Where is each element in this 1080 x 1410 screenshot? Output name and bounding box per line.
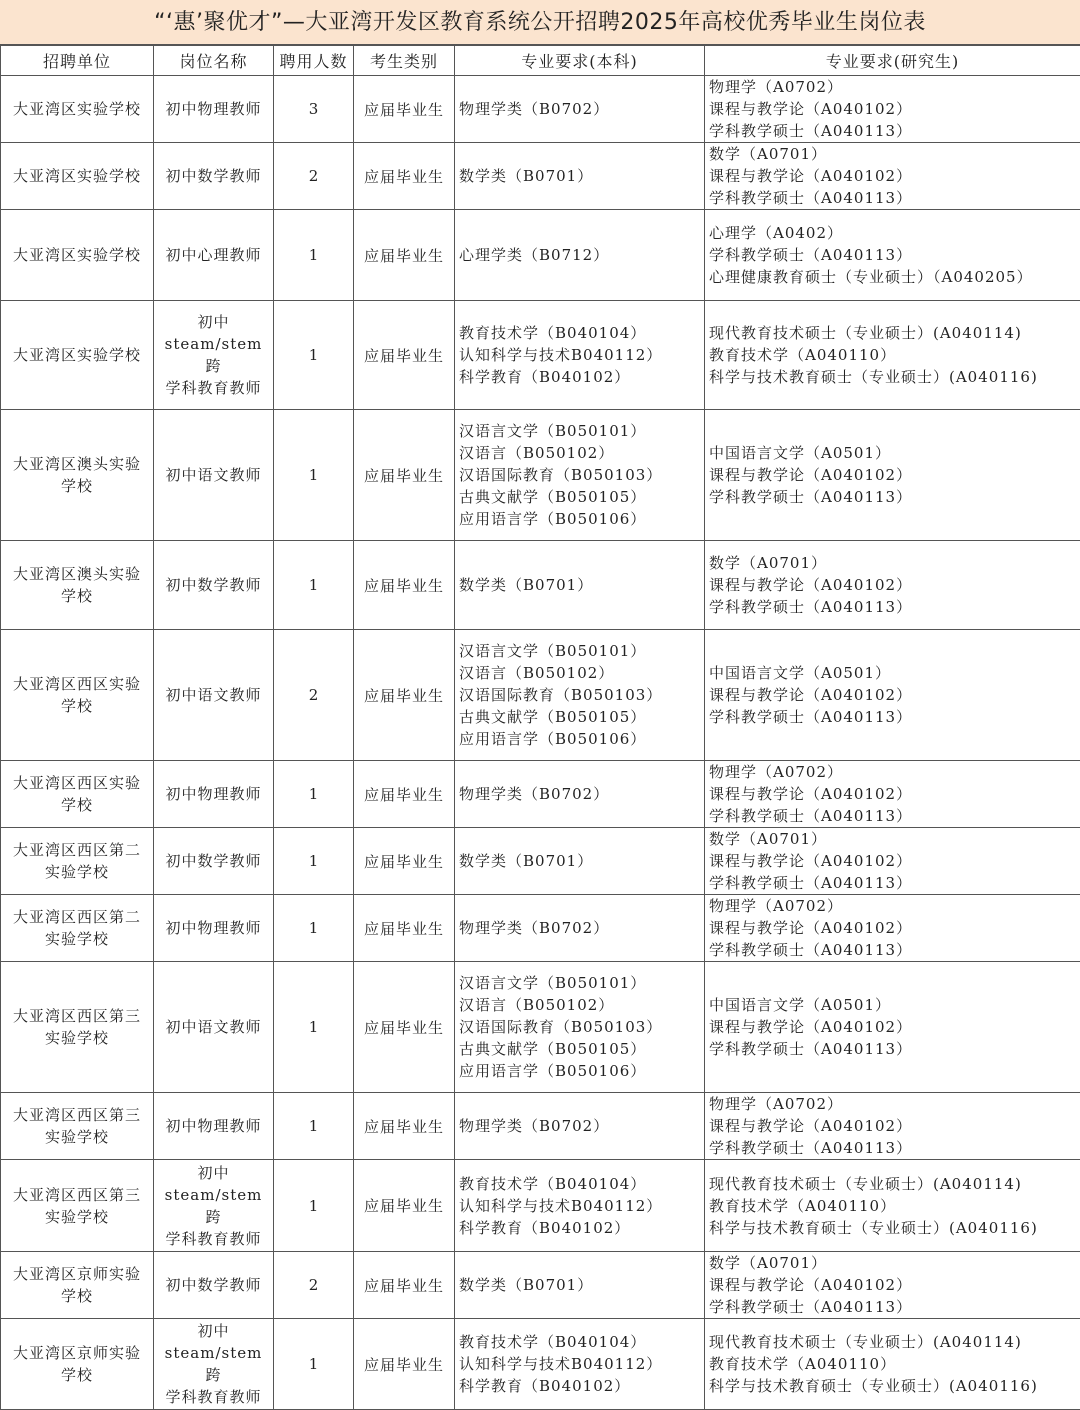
cell-position (154, 828, 274, 895)
cell-bachelor-major-line: 汉语言（B050102） (459, 442, 700, 464)
cell-count: 3 (274, 76, 354, 143)
cell-unit-line: 大亚湾区澳头实验 (5, 563, 149, 585)
cell-bachelor-major (455, 301, 705, 410)
cell-graduate-major (705, 1093, 1080, 1160)
cell-position (154, 301, 274, 410)
cell-count: 1 (274, 210, 354, 301)
cell-category: 应届毕业生 (354, 828, 455, 895)
cell-graduate-major-line: 学科教学硕士（A040113） (709, 1038, 1076, 1060)
cell-graduate-major-line: 学科教学硕士（A040113） (709, 805, 1076, 827)
table-row (1, 76, 1080, 143)
header-category: 考生类别 (354, 46, 455, 76)
table-row (1, 1093, 1080, 1160)
cell-graduate-major-line: 数学（A0701） (709, 828, 1076, 850)
cell-position-line: steam/stem跨 (158, 1184, 269, 1228)
cell-graduate-major-line: 学科教学硕士（A040113） (709, 872, 1076, 894)
cell-bachelor-major-line: 汉语言（B050102） (459, 662, 700, 684)
cell-graduate-major (705, 962, 1080, 1093)
cell-unit (1, 410, 154, 541)
cell-graduate-major-line: 中国语言文学（A0501） (709, 442, 1076, 464)
cell-position-line: 学科教育教师 (158, 1228, 269, 1250)
cell-bachelor-major-line: 应用语言学（B050106） (459, 728, 700, 750)
cell-category: 应届毕业生 (354, 301, 455, 410)
cell-graduate-major-line: 课程与教学论（A040102） (709, 917, 1076, 939)
cell-count: 1 (274, 541, 354, 630)
cell-graduate-major-line: 现代教育技术硕士（专业硕士）(A040114) (709, 1331, 1076, 1353)
table-row (1, 828, 1080, 895)
cell-bachelor-major (455, 1160, 705, 1252)
cell-graduate-major-line: 心理学（A0402） (709, 222, 1076, 244)
cell-bachelor-major (455, 76, 705, 143)
cell-graduate-major-line: 物理学（A0702） (709, 76, 1076, 98)
cell-bachelor-major (455, 761, 705, 828)
cell-bachelor-major-line: 汉语言文学（B050101） (459, 972, 700, 994)
cell-category: 应届毕业生 (354, 630, 455, 761)
cell-unit-line: 大亚湾区京师实验 (5, 1342, 149, 1364)
cell-unit-line: 大亚湾区实验学校 (5, 344, 149, 366)
cell-position-line: 初中 (158, 311, 269, 333)
table-row (1, 541, 1080, 630)
cell-graduate-major (705, 76, 1080, 143)
cell-unit (1, 76, 154, 143)
cell-graduate-major (705, 541, 1080, 630)
cell-position (154, 76, 274, 143)
cell-position-line: 初中物理教师 (158, 917, 269, 939)
cell-bachelor-major (455, 828, 705, 895)
cell-category: 应届毕业生 (354, 761, 455, 828)
cell-graduate-major-line: 现代教育技术硕士（专业硕士）(A040114) (709, 1173, 1076, 1195)
cell-bachelor-major-line: 科学教育（B040102） (459, 1217, 700, 1239)
cell-unit (1, 630, 154, 761)
cell-bachelor-major-line: 汉语国际教育（B050103） (459, 464, 700, 486)
cell-position (154, 1252, 274, 1319)
cell-unit-line: 大亚湾区澳头实验 (5, 453, 149, 475)
cell-bachelor-major (455, 895, 705, 962)
cell-bachelor-major (455, 630, 705, 761)
cell-bachelor-major-line: 汉语国际教育（B050103） (459, 1016, 700, 1038)
cell-bachelor-major (455, 210, 705, 301)
cell-graduate-major-line: 学科教学硕士（A040113） (709, 120, 1076, 142)
cell-graduate-major-line: 物理学（A0702） (709, 761, 1076, 783)
table-row (1, 1160, 1080, 1252)
cell-graduate-major-line: 课程与教学论（A040102） (709, 850, 1076, 872)
cell-category: 应届毕业生 (354, 1093, 455, 1160)
cell-bachelor-major-line: 古典文献学（B050105） (459, 706, 700, 728)
cell-unit (1, 541, 154, 630)
cell-graduate-major-line: 学科教学硕士（A040113） (709, 1296, 1076, 1318)
cell-unit (1, 143, 154, 210)
cell-bachelor-major-line: 物理学类（B0702） (459, 783, 700, 805)
cell-bachelor-major (455, 962, 705, 1093)
cell-graduate-major-line: 数学（A0701） (709, 552, 1076, 574)
cell-position-line: 初中数学教师 (158, 850, 269, 872)
cell-category: 应届毕业生 (354, 143, 455, 210)
cell-unit-line: 大亚湾区西区第二 (5, 906, 149, 928)
cell-bachelor-major (455, 143, 705, 210)
cell-graduate-major (705, 828, 1080, 895)
cell-graduate-major-line: 现代教育技术硕士（专业硕士）(A040114) (709, 322, 1076, 344)
cell-bachelor-major-line: 应用语言学（B050106） (459, 508, 700, 530)
cell-unit-line: 学校 (5, 475, 149, 497)
cell-graduate-major (705, 761, 1080, 828)
cell-graduate-major-line: 数学（A0701） (709, 1252, 1076, 1274)
cell-position-line: steam/stem跨 (158, 333, 269, 377)
cell-bachelor-major-line: 物理学类（B0702） (459, 917, 700, 939)
cell-count: 1 (274, 1093, 354, 1160)
cell-graduate-major-line: 心理健康教育硕士（专业硕士）（A040205） (709, 266, 1076, 288)
cell-count: 1 (274, 410, 354, 541)
table-title: “‘惠’聚优才”—大亚湾开发区教育系统公开招聘2025年高校优秀毕业生岗位表 (0, 0, 1080, 45)
cell-bachelor-major-line: 汉语言文学（B050101） (459, 640, 700, 662)
cell-unit (1, 828, 154, 895)
cell-unit-line: 学校 (5, 1285, 149, 1307)
cell-unit-line: 学校 (5, 585, 149, 607)
cell-bachelor-major-line: 教育技术学（B040104） (459, 322, 700, 344)
cell-bachelor-major-line: 汉语言文学（B050101） (459, 420, 700, 442)
cell-bachelor-major-line: 数学类（B0701） (459, 1274, 700, 1296)
cell-position-line: 初中物理教师 (158, 783, 269, 805)
cell-category: 应届毕业生 (354, 962, 455, 1093)
cell-bachelor-major-line: 汉语言（B050102） (459, 994, 700, 1016)
cell-unit-line: 实验学校 (5, 1206, 149, 1228)
table-row (1, 630, 1080, 761)
cell-position-line: 初中 (158, 1162, 269, 1184)
cell-category: 应届毕业生 (354, 541, 455, 630)
cell-bachelor-major-line: 认知科学与技术B040112） (459, 1195, 700, 1217)
cell-graduate-major (705, 410, 1080, 541)
cell-bachelor-major (455, 541, 705, 630)
cell-unit-line: 大亚湾区西区第三 (5, 1184, 149, 1206)
cell-unit (1, 1160, 154, 1252)
cell-bachelor-major-line: 认知科学与技术B040112） (459, 344, 700, 366)
cell-count: 1 (274, 1160, 354, 1252)
cell-bachelor-major-line: 应用语言学（B050106） (459, 1060, 700, 1082)
cell-graduate-major-line: 学科教学硕士（A040113） (709, 939, 1076, 961)
cell-position-line: 初中数学教师 (158, 165, 269, 187)
cell-graduate-major-line: 课程与教学论（A040102） (709, 1274, 1076, 1296)
cell-graduate-major (705, 301, 1080, 410)
cell-count: 2 (274, 1252, 354, 1319)
cell-graduate-major-line: 物理学（A0702） (709, 895, 1076, 917)
cell-bachelor-major (455, 410, 705, 541)
cell-graduate-major-line: 教育技术学（A040110） (709, 1353, 1076, 1375)
cell-position-line: steam/stem跨 (158, 1342, 269, 1386)
cell-unit-line: 实验学校 (5, 928, 149, 950)
cell-unit-line: 学校 (5, 1364, 149, 1386)
header-bachelor-major: 专业要求(本科) (455, 46, 705, 76)
cell-position (154, 761, 274, 828)
cell-position-line: 初中物理教师 (158, 1115, 269, 1137)
cell-graduate-major (705, 630, 1080, 761)
cell-unit (1, 1319, 154, 1410)
cell-position-line: 初中数学教师 (158, 574, 269, 596)
cell-bachelor-major-line: 物理学类（B0702） (459, 1115, 700, 1137)
cell-graduate-major-line: 教育技术学（A040110） (709, 344, 1076, 366)
table-row (1, 761, 1080, 828)
cell-graduate-major-line: 课程与教学论（A040102） (709, 684, 1076, 706)
cell-bachelor-major-line: 科学教育（B040102） (459, 366, 700, 388)
cell-count: 1 (274, 895, 354, 962)
cell-count: 2 (274, 143, 354, 210)
cell-graduate-major-line: 课程与教学论（A040102） (709, 98, 1076, 120)
header-position: 岗位名称 (154, 46, 274, 76)
cell-unit (1, 895, 154, 962)
cell-position (154, 210, 274, 301)
cell-unit-line: 大亚湾区西区第二 (5, 839, 149, 861)
cell-unit (1, 301, 154, 410)
cell-graduate-major-line: 科学与技术教育硕士（专业硕士）(A040116) (709, 366, 1076, 388)
cell-unit (1, 210, 154, 301)
cell-position-line: 初中物理教师 (158, 98, 269, 120)
cell-bachelor-major-line: 教育技术学（B040104） (459, 1173, 700, 1195)
cell-unit-line: 大亚湾区西区第三 (5, 1104, 149, 1126)
cell-unit (1, 761, 154, 828)
cell-position (154, 1319, 274, 1410)
cell-unit-line: 大亚湾区京师实验 (5, 1263, 149, 1285)
cell-position (154, 895, 274, 962)
cell-position-line: 初中 (158, 1320, 269, 1342)
cell-position-line: 初中语文教师 (158, 464, 269, 486)
cell-unit-line: 大亚湾区西区实验 (5, 673, 149, 695)
cell-unit (1, 1252, 154, 1319)
table-row (1, 210, 1080, 301)
cell-count: 1 (274, 1319, 354, 1410)
cell-graduate-major-line: 物理学（A0702） (709, 1093, 1076, 1115)
cell-position (154, 143, 274, 210)
cell-category: 应届毕业生 (354, 1319, 455, 1410)
cell-unit-line: 大亚湾区实验学校 (5, 244, 149, 266)
cell-graduate-major-line: 科学与技术教育硕士（专业硕士）(A040116) (709, 1217, 1076, 1239)
cell-count: 1 (274, 828, 354, 895)
header-unit: 招聘单位 (1, 46, 154, 76)
table-row (1, 1252, 1080, 1319)
table-row (1, 1319, 1080, 1410)
cell-unit-line: 大亚湾区西区第三 (5, 1005, 149, 1027)
cell-bachelor-major (455, 1252, 705, 1319)
cell-graduate-major-line: 课程与教学论（A040102） (709, 574, 1076, 596)
cell-position (154, 1160, 274, 1252)
cell-category: 应届毕业生 (354, 1252, 455, 1319)
cell-graduate-major-line: 数学（A0701） (709, 143, 1076, 165)
cell-unit-line: 大亚湾区西区实验 (5, 772, 149, 794)
cell-graduate-major-line: 中国语言文学（A0501） (709, 662, 1076, 684)
cell-graduate-major-line: 教育技术学（A040110） (709, 1195, 1076, 1217)
cell-graduate-major-line: 中国语言文学（A0501） (709, 994, 1076, 1016)
header-row (1, 46, 1080, 76)
cell-bachelor-major-line: 古典文献学（B050105） (459, 486, 700, 508)
cell-graduate-major (705, 1252, 1080, 1319)
cell-bachelor-major-line: 认知科学与技术B040112） (459, 1353, 700, 1375)
cell-unit-line: 实验学校 (5, 861, 149, 883)
cell-position-line: 初中心理教师 (158, 244, 269, 266)
cell-graduate-major-line: 课程与教学论（A040102） (709, 1115, 1076, 1137)
cell-position (154, 410, 274, 541)
header-graduate-major: 专业要求(研究生) (705, 46, 1080, 76)
table-row (1, 410, 1080, 541)
cell-bachelor-major-line: 教育技术学（B040104） (459, 1331, 700, 1353)
table-row (1, 962, 1080, 1093)
cell-bachelor-major-line: 心理学类（B0712） (459, 244, 700, 266)
cell-position-line: 初中语文教师 (158, 684, 269, 706)
cell-position (154, 541, 274, 630)
cell-bachelor-major-line: 科学教育（B040102） (459, 1375, 700, 1397)
cell-category: 应届毕业生 (354, 895, 455, 962)
cell-graduate-major-line: 学科教学硕士（A040113） (709, 596, 1076, 618)
cell-graduate-major-line: 学科教学硕士（A040113） (709, 706, 1076, 728)
cell-unit-line: 学校 (5, 695, 149, 717)
cell-graduate-major (705, 895, 1080, 962)
cell-category: 应届毕业生 (354, 410, 455, 541)
cell-position-line: 初中语文教师 (158, 1016, 269, 1038)
cell-graduate-major-line: 课程与教学论（A040102） (709, 464, 1076, 486)
cell-unit-line: 大亚湾区实验学校 (5, 165, 149, 187)
cell-graduate-major-line: 学科教学硕士（A040113） (709, 244, 1076, 266)
cell-count: 1 (274, 962, 354, 1093)
cell-graduate-major-line: 课程与教学论（A040102） (709, 165, 1076, 187)
cell-count: 1 (274, 301, 354, 410)
cell-position (154, 962, 274, 1093)
cell-graduate-major-line: 科学与技术教育硕士（专业硕士）(A040116) (709, 1375, 1076, 1397)
cell-graduate-major (705, 143, 1080, 210)
cell-unit (1, 1093, 154, 1160)
cell-graduate-major-line: 学科教学硕士（A040113） (709, 1137, 1076, 1159)
cell-unit-line: 学校 (5, 794, 149, 816)
cell-position (154, 630, 274, 761)
cell-graduate-major-line: 课程与教学论（A040102） (709, 1016, 1076, 1038)
cell-bachelor-major-line: 数学类（B0701） (459, 574, 700, 596)
cell-position-line: 学科教育教师 (158, 377, 269, 399)
cell-graduate-major (705, 1160, 1080, 1252)
cell-graduate-major-line: 学科教学硕士（A040113） (709, 187, 1076, 209)
cell-graduate-major-line: 课程与教学论（A040102） (709, 783, 1076, 805)
cell-count: 1 (274, 761, 354, 828)
cell-graduate-major (705, 210, 1080, 301)
table-row (1, 895, 1080, 962)
cell-bachelor-major-line: 汉语国际教育（B050103） (459, 684, 700, 706)
cell-category: 应届毕业生 (354, 210, 455, 301)
cell-count: 2 (274, 630, 354, 761)
cell-unit-line: 实验学校 (5, 1126, 149, 1148)
cell-position-line: 初中数学教师 (158, 1274, 269, 1296)
cell-bachelor-major-line: 物理学类（B0702） (459, 98, 700, 120)
cell-graduate-major (705, 1319, 1080, 1410)
cell-bachelor-major-line: 古典文献学（B050105） (459, 1038, 700, 1060)
cell-bachelor-major-line: 数学类（B0701） (459, 165, 700, 187)
cell-category: 应届毕业生 (354, 1160, 455, 1252)
cell-position (154, 1093, 274, 1160)
cell-bachelor-major-line: 数学类（B0701） (459, 850, 700, 872)
cell-bachelor-major (455, 1093, 705, 1160)
cell-graduate-major-line: 学科教学硕士（A040113） (709, 486, 1076, 508)
table-row (1, 301, 1080, 410)
header-count: 聘用人数 (274, 46, 354, 76)
cell-unit-line: 大亚湾区实验学校 (5, 98, 149, 120)
cell-category: 应届毕业生 (354, 76, 455, 143)
cell-position-line: 学科教育教师 (158, 1386, 269, 1408)
table-row (1, 143, 1080, 210)
recruitment-table (0, 45, 1080, 1410)
cell-bachelor-major (455, 1319, 705, 1410)
cell-unit-line: 实验学校 (5, 1027, 149, 1049)
cell-unit (1, 962, 154, 1093)
